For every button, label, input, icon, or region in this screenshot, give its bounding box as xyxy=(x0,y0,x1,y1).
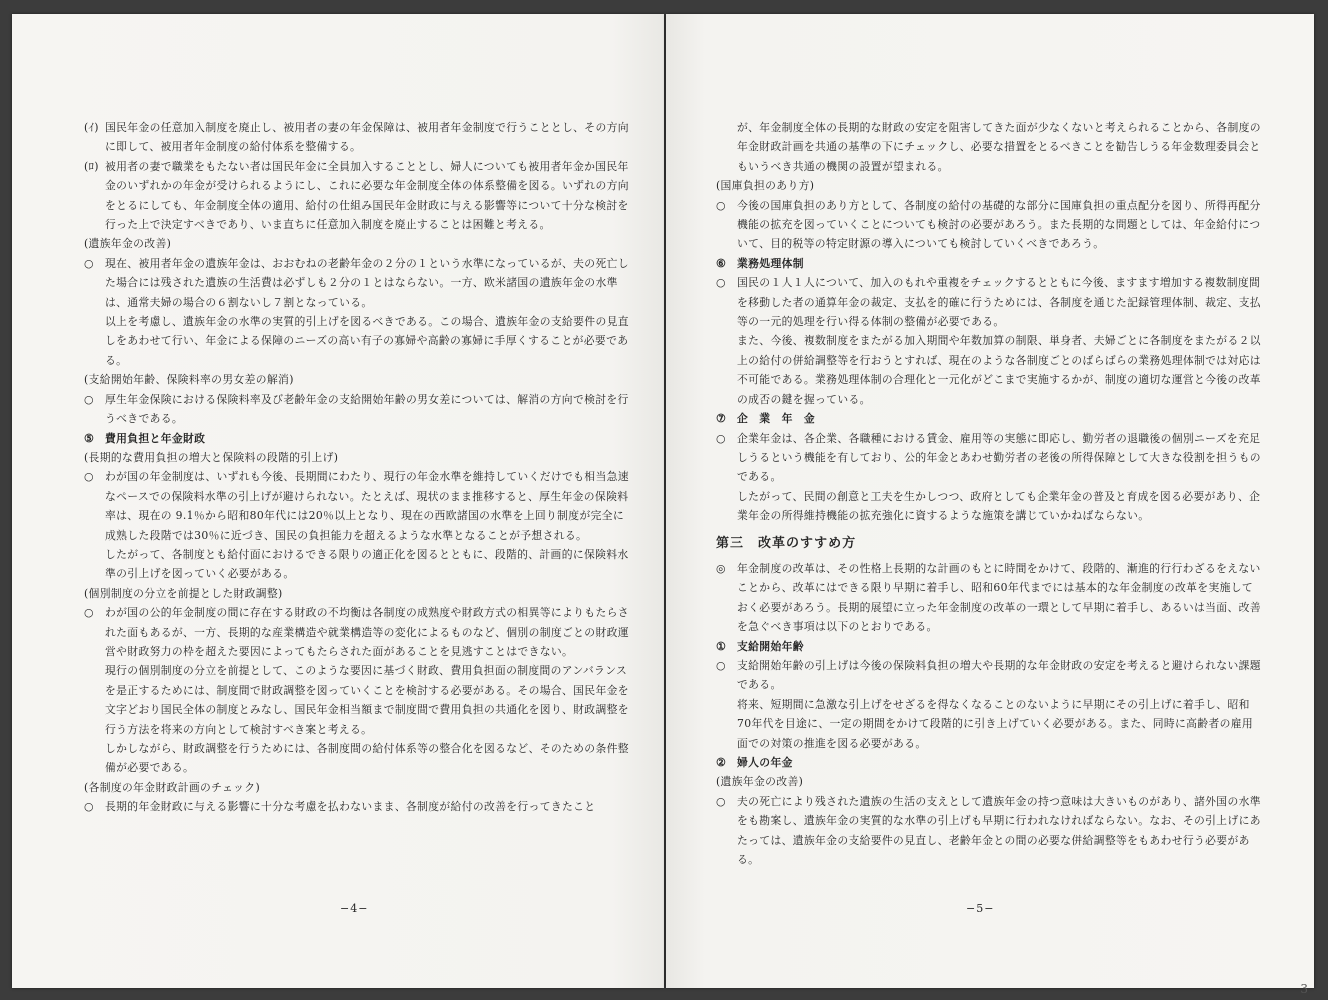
paragraph-text: 今後の国庫負担のあり方として、各制度の給付の基礎的な部分に国庫負担の重点配分を図り、所得再配分機能の拡充を図っていくことについても検討の必要があろう。また長期的な問題としては、年金給付について、目的税等の特定財源の導入についても検討していくべきであろう。 xyxy=(737,198,1261,251)
paragraph xyxy=(716,273,1264,331)
paragraph-text: また、今後、複数制度をまたがる加入期間や年数加算の制限、単身者、夫婦ごとに各制度をまたがる２以上の給付の併給調整等を行おうとすれば、現在のような各制度ごとのばらばらの業務処理体制では対応は不可能である。業務処理体制の合理化と一元化がどこまで実施するかが、制度の適切な運営と今後の改革の成否の鍵を握っている。 xyxy=(737,334,1261,406)
paragraph-text: したがって、民間の創意と工夫を生かしつつ、政府としても企業年金の普及と育成を図る必要があり、企業年金の所得維持機能の拡充強化に資するような施策を講じていかねばならない。 xyxy=(737,489,1261,523)
paragraph-text: 厚生年金保険における保険料率及び老齢年金の支給開始年齢の男女差については、解消の方向で検討を行うべきである。 xyxy=(105,392,629,426)
item-mark: ⑥ xyxy=(716,256,727,270)
item-mark: ◎ xyxy=(716,561,726,575)
paragraph xyxy=(84,739,632,778)
subheading: (個別制度の分立を前提とした財政調整) xyxy=(84,586,283,600)
paragraph-text: しかしながら、財政調整を行うためには、各制度間の給付体系等の整合化を図るなど、そのための条件整備が必要である。 xyxy=(105,742,629,775)
item-mark: ○ xyxy=(716,276,726,290)
item-mark: ○ xyxy=(716,794,726,808)
item-mark: ○ xyxy=(84,800,94,814)
paragraph xyxy=(716,487,1264,526)
left-page xyxy=(12,14,664,988)
chapter-heading: 第三 改革のすすめ方 xyxy=(716,535,857,551)
heading-text: 企 業 年 金 xyxy=(737,412,816,426)
item-mark: ① xyxy=(716,639,727,653)
heading-text: 業務処理体制 xyxy=(737,256,804,270)
heading-text: 支給開始年齢 xyxy=(737,639,804,653)
paragraph xyxy=(716,331,1264,409)
section-heading xyxy=(716,753,1264,772)
item-mark: ○ xyxy=(84,392,94,406)
paragraph xyxy=(716,792,1264,870)
paragraph xyxy=(716,559,1264,637)
paragraph-text: したがって、各制度とも給付面におけるできる限りの適正化を図るとともに、段階的、計画的に保険料水準の引上げを図っていく必要がある。 xyxy=(105,547,629,581)
item-mark: ② xyxy=(716,756,727,769)
paragraph xyxy=(84,603,632,661)
page-number: −5− xyxy=(966,902,995,915)
paragraph xyxy=(716,695,1264,753)
item-mark: ⑦ xyxy=(716,412,727,426)
paragraph xyxy=(84,118,632,157)
section-heading xyxy=(716,637,1264,656)
paragraph-text: 国民年金の任意加入制度を廃止し、被用者の妻の年金保障は、被用者年金制度で行うこととし、その方向に即して、被用者年金制度の給付体系を整備する。 xyxy=(105,121,629,154)
subheading: (国庫負担のあり方) xyxy=(716,179,815,193)
paragraph-text: わが国の公的年金制度の間に存在する財政の不均衡は各制度の成熟度や財政方式の相異等によりもたらされた面もあるが、一方、長期的な産業構造や就業構造等の変化によるものなど、個別の制度ごとの財政運営や財政努力の枠を超えた要因によってもたらされた面があることを見逃すことはできない。 xyxy=(105,606,629,658)
paragraph-text: わが国の年金制度は、いずれも今後、長期間にわたり、現行の年金水準を維持していくだけでも相当急速なペースでの保険料水準の引上げが避けられない。たとえば、現状のまま推移すると、厚生年金の保険料率は、現在の 9.1％から昭和80年代には20％以上となり、現在の西欧諸国の水準を上回り制度が完全に成熟した段階では30％に近づき、国民の負担能力を超えるような水準となることが予想される。 xyxy=(105,470,629,542)
paragraph-text: 国民の１人１人について、加入のもれや重複をチェックするとともに今後、ますます増加する複数制度間を移動した者の通算年金の裁定、支払を的確に行うためには、各制度を通じた記録管理体制、裁定、支払等の一元的処理を行い得る体制の整備が必要である。 xyxy=(737,276,1261,329)
paragraph xyxy=(84,545,632,584)
item-mark: ○ xyxy=(716,431,726,445)
paragraph-text: 以上を考慮し、遺族年金の水準の実質的引上げを図るべきである。この場合、遺族年金の支給要件の見直しをあわせて行い、年金による保障のニーズの高い有子の寡婦や高齢の寡婦に手厚くすることが必要である。 xyxy=(105,315,629,367)
heading-text: 費用負担と年金財政 xyxy=(105,431,206,445)
left-page-body xyxy=(84,118,632,817)
item-mark: ○ xyxy=(84,606,94,620)
subheading: (長期的な費用負担の増大と保険料の段階的引上げ) xyxy=(84,450,339,464)
page-number: −4− xyxy=(340,902,369,915)
paragraph-text: が、年金制度全体の長期的な財政の安定を阻害してきた面が少なくないと考えられることから、各制度の年金財政計画を共通の基準の下にチェックし、必要な措置をとるべきことを勧告しうる年金数理委員会ともいうべき共通の機関の設置が望まれる。 xyxy=(737,121,1261,173)
paragraph xyxy=(84,797,632,816)
paragraph-text: 被用者の妻で職業をもたない者は国民年金に全員加入することとし、婦人についても被用者年金か国民年金のいずれかの年金が受けられるようにし、これに必要な年金制度全体の体系整備を図る。いずれの方向をとるにしても、年金制度全体の適用、給付の仕組み国民年金財政に与える影響等について十分な検討を行った上で決定すべきであり、いま直ちに任意加入制度を廃止することは困難と考える。 xyxy=(105,159,629,232)
paragraph xyxy=(716,429,1264,487)
section-heading xyxy=(84,429,632,448)
section-heading xyxy=(716,254,1264,273)
paragraph-text: 現行の個別制度の分立を前提として、このような要因に基づく財政、費用負担面の制度間のアンバランスを是正するためには、制度間で財政調整を図っていくことを検討する必要がある。その場合、国民年金を文字どおり国民全体の制度とみなし、国民年金相当額まで制度間で費用負担の共通化を図り、財政調整を行う方法を将来の方向として検討すべき案と考える。 xyxy=(105,664,629,736)
paragraph-text: 夫の死亡により残された遺族の生活の支えとして遺族年金の持つ意味は大きいものがあり、諸外国の水準をも勘案し、遺族年金の実質的な水準の引上げも早期に行われなければならない。なお、その引上げにあたっては、遺族年金の支給要件の見直し、老齢年金との間の必要な併給調整等をもあわせ行う必要がある。 xyxy=(737,794,1261,867)
subheading: (支給開始年齢、保険料率の男女差の解消) xyxy=(84,373,294,387)
right-page xyxy=(666,14,1314,988)
paragraph xyxy=(84,390,632,429)
paragraph xyxy=(716,118,1264,176)
heading-text: 婦人の年金 xyxy=(737,756,793,769)
paragraph xyxy=(84,312,632,370)
paragraph xyxy=(716,656,1264,695)
item-mark: (ﾛ) xyxy=(84,159,99,173)
subheading: (各制度の年金財政計画のチェック) xyxy=(84,780,261,794)
corner-mark: 3 xyxy=(1300,982,1308,996)
paragraph xyxy=(84,467,632,545)
right-page-body xyxy=(716,118,1264,869)
paragraph-text: 年金制度の改革は、その性格上長期的な計画のもとに時間をかけて、段階的、漸進的行行わざるをえないことから、改革にはできる限り早期に着手し、昭和60年代までには基本的な年金制度の改革を実施しておく必要があろう。長期的展望に立った年金制度の改革の一環として早期に着手し、あるいは当面、改善を急ぐべき事項は以下のとおりである。 xyxy=(737,561,1261,634)
section-heading xyxy=(716,409,1264,428)
paragraph-text: 将来、短期間に急激な引上げをせざるを得なくなることのないように早期にその引上げに着手し、昭和70年代を目途に、一定の期間をかけて段階的に引き上げていく必要がある。また、同時に高齢者の雇用面での対策の推進を図る必要がある。 xyxy=(737,697,1254,750)
item-mark: ⑤ xyxy=(84,431,95,445)
paragraph xyxy=(84,254,632,312)
paragraph-text: 長期的年金財政に与える影響に十分な考慮を払わないまま、各制度が給付の改善を行ってきたこと xyxy=(105,800,596,814)
item-mark: ○ xyxy=(716,198,726,212)
subheading: (遺族年金の改善) xyxy=(716,775,804,789)
item-mark: ○ xyxy=(716,658,726,672)
paragraph-text: 現在、被用者年金の遺族年金は、おおむねの老齢年金の２分の１という水準になっているが、夫の死亡した場合には残された遺族の生活費は必ずしも２分の１とはならない。一方、欧米諸国の遺族年金の水準は、通常夫婦の場合の６割ないし７割となっている。 xyxy=(105,256,629,309)
subheading: (遺族年金の改善) xyxy=(84,237,172,251)
paragraph xyxy=(84,661,632,739)
paragraph xyxy=(84,157,632,235)
paragraph-text: 企業年金は、各企業、各職種における賃金、雇用等の実態に即応し、勤労者の退職後の個別ニーズを充足しうるという機能を有しており、公的年金とあわせ勤労者の老後の所得保障として大きな役割を担うものである。 xyxy=(737,431,1261,484)
paragraph-text: 支給開始年齢の引上げは今後の保険料負担の増大や長期的な年金財政の安定を考えると避けられない課題である。 xyxy=(737,658,1261,692)
item-mark: ○ xyxy=(84,470,94,484)
item-mark: ○ xyxy=(84,256,94,270)
item-mark: (ｲ) xyxy=(84,121,99,134)
paragraph xyxy=(716,196,1264,254)
